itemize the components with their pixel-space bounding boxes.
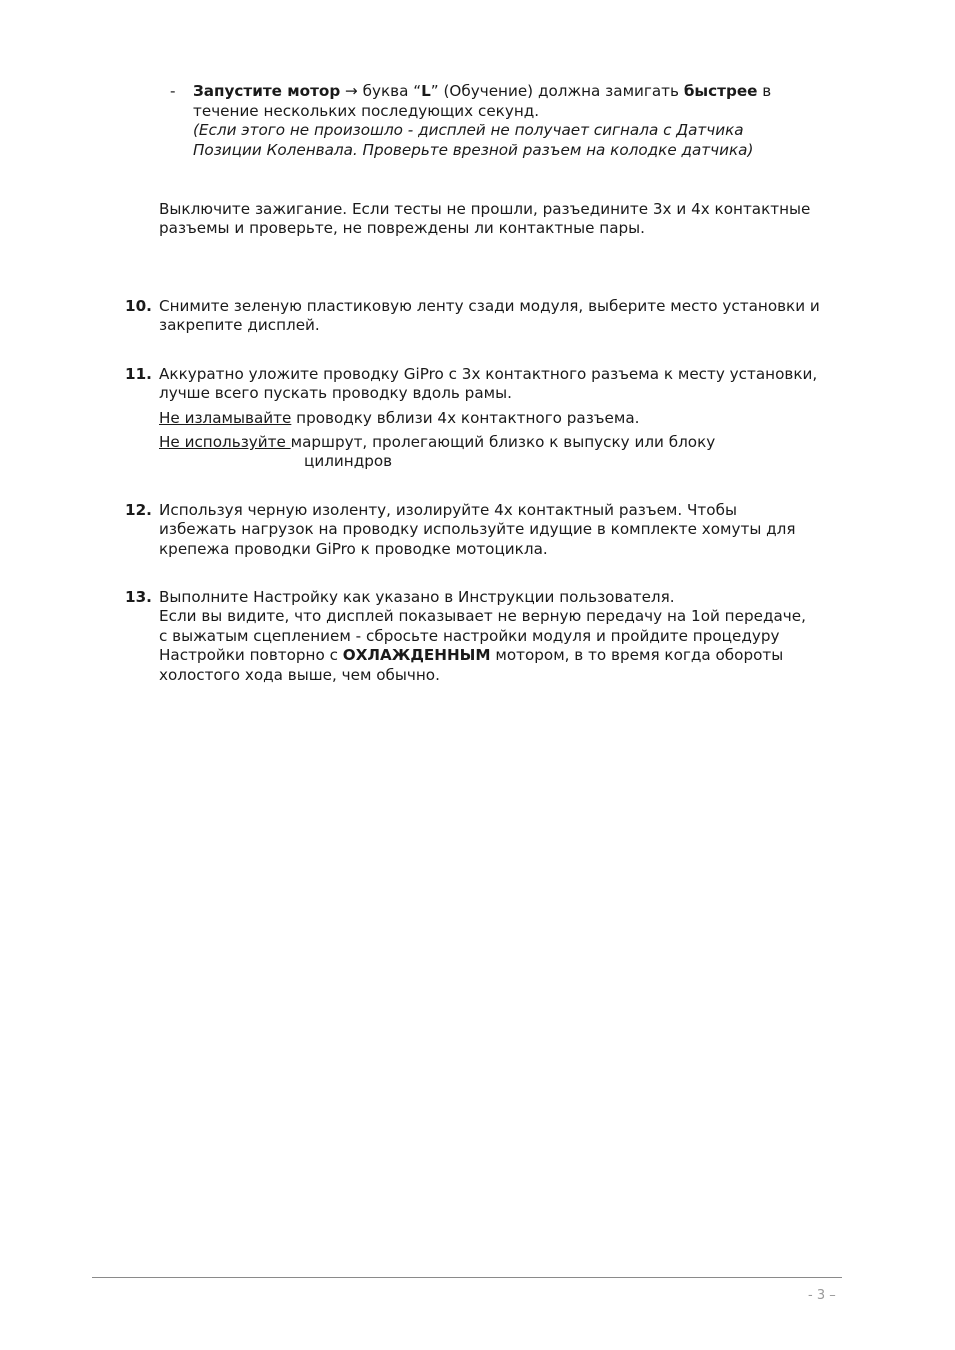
step-text-line: Используя черную изоленту, изолируйте 4х контактный разъем. Чтобы bbox=[159, 501, 737, 519]
step-number: 11. bbox=[125, 365, 152, 383]
step-text-line: лучше всего пускать проводку вдоль рамы. bbox=[159, 384, 512, 402]
step-text-line: холостого хода выше, чем обычно. bbox=[159, 666, 440, 684]
bullet-tail-text: в bbox=[757, 82, 772, 100]
ignition-line-2: разъемы и проверьте, не повреждены ли контактные пары. bbox=[159, 219, 645, 237]
warning-rest: маршрут, пролегающий близко к выпуску или блоку bbox=[290, 433, 716, 451]
step-text-line: с выжатым сцеплением - сбросьте настройки модуля и пройдите процедуру bbox=[159, 627, 780, 645]
letter-l-bold: L bbox=[421, 82, 431, 100]
step-text-line: избежать нагрузок на проводку используйте идущие в комплекте хомуты для bbox=[159, 520, 796, 538]
bullet-note-1 bbox=[193, 121, 744, 141]
step-text-line: Снимите зеленую пластиковую ленту сзади модуля, выберите место установки и bbox=[159, 297, 820, 315]
step-text-line: закрепите дисплей. bbox=[159, 316, 320, 334]
warning-line-3: цилиндров bbox=[304, 452, 393, 470]
warning-rest: проводку вблизи 4х контактного разъема. bbox=[291, 409, 640, 427]
step-text-line: Если вы видите, что дисплей показывает не верную передачу на 1ой передаче, bbox=[159, 607, 806, 625]
bullet-line-1 bbox=[193, 82, 771, 102]
bullet-line-2: течение нескольких последующих секунд. bbox=[193, 102, 540, 120]
arrow-text: → буква “ bbox=[340, 82, 422, 100]
warning-line-1 bbox=[159, 409, 639, 429]
step-text-line: Выполните Настройку как указано в Инструкции пользователя. bbox=[159, 588, 675, 606]
after-letter-text: ” (Обучение) должна замигать bbox=[430, 82, 684, 100]
step-number: 12. bbox=[125, 501, 152, 519]
fast-bold: быстрее bbox=[683, 82, 758, 100]
bullet-dash: - bbox=[170, 82, 176, 100]
step-text-line: Аккуратно уложите проводку GiPro с 3х контактного разъема к месту установки, bbox=[159, 365, 818, 383]
cooled-bold: ОХЛАЖДЕННЫМ bbox=[342, 646, 491, 664]
step-text-line: крепежа проводки GiPro к проводке мотоцикла. bbox=[159, 540, 548, 558]
text-segment: мотором, в то время когда обороты bbox=[490, 646, 784, 664]
text-segment: Настройки повторно с bbox=[159, 646, 343, 664]
note-italic-2: Позиции Коленвала. Проверьте врезной разъем на колодке датчика) bbox=[193, 141, 754, 159]
warning-line-2 bbox=[159, 433, 715, 453]
footer-divider bbox=[92, 1277, 842, 1278]
page-number: - 3 – bbox=[808, 1288, 836, 1303]
warning-underlined: Не изламывайте bbox=[159, 409, 292, 427]
step-number: 10. bbox=[125, 297, 152, 315]
warning-underlined: Не используйте bbox=[159, 433, 291, 451]
start-motor-bold: Запустите мотор bbox=[193, 82, 341, 100]
bullet-note-2 bbox=[193, 141, 753, 161]
step-text-line bbox=[159, 646, 783, 666]
ignition-line-1: Выключите зажигание. Если тесты не прошли, разъедините 3х и 4х контактные bbox=[159, 200, 811, 218]
note-italic-1: (Если этого не произошло - дисплей не получает сигнала с Датчика bbox=[193, 121, 744, 139]
step-number: 13. bbox=[125, 588, 152, 606]
